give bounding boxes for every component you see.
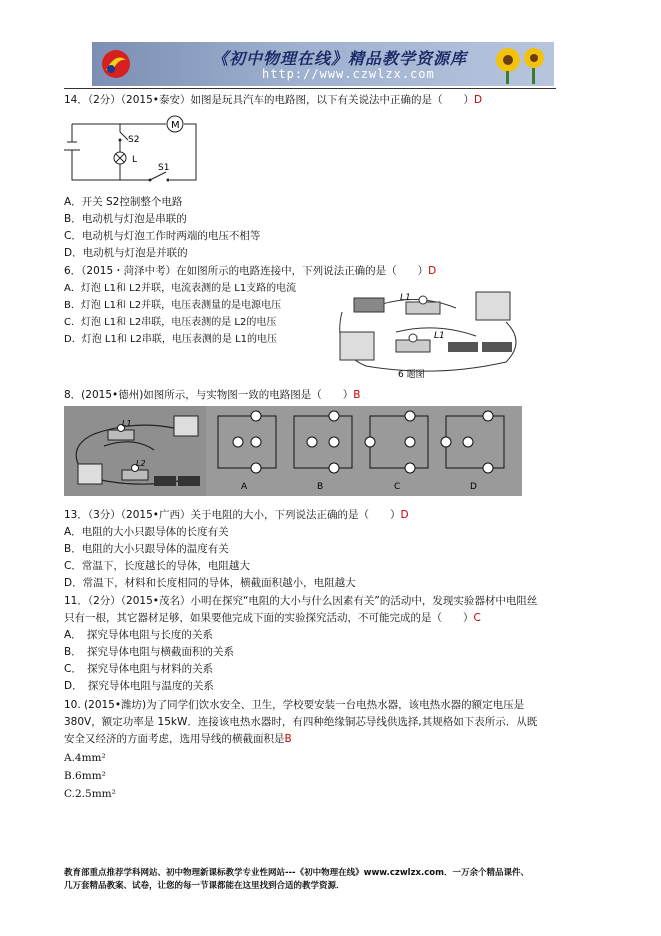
q8-photo-l1-label: L1 xyxy=(122,419,132,428)
footer-line1: 教育部重点推荐学科网站、初中物理新课标教学专业性网站---《初中物理在线》www.czwlzx.com．一万余个精品课件、 xyxy=(64,868,529,878)
q8-choice-d-label: D xyxy=(470,482,477,492)
q13-stem: 13．（3分）（2015•广西）关于电阻的大小，下列说法正确的是（ ）D xyxy=(64,509,409,521)
q8-circuit-choices xyxy=(206,406,522,496)
q6-option-b: B．灯泡 L1和 L2并联，电压表测量的是电源电压 xyxy=(64,300,282,311)
q10-option-a: A.4mm² xyxy=(64,752,106,764)
q10-stem-line3: 安全又经济的方面考虑，选用导线的横截面积是B xyxy=(64,733,292,745)
q8-choice-b-label: B xyxy=(317,482,324,492)
q14-stem: 14．（2分）（2015•泰安）如图是玩具汽车的电路图，以下有关说法中正确的是（ ）D xyxy=(64,94,483,106)
q13-option-c: C．常温下，长度越长的导体，电阻越大 xyxy=(64,560,250,572)
q14-answer: D xyxy=(473,94,483,106)
q11-option-a: A． 探究导体电阻与长度的关系 xyxy=(64,629,213,641)
q11-stem-line1: 11．（2分）（2015•茂名）小明在探究“电阻的大小与什么因素有关”的活动中，发现实验器材中电阻丝 xyxy=(64,595,538,607)
q11-option-c: C． 探究导体电阻与材料的关系 xyxy=(64,663,214,675)
q8-choice-c-label: C xyxy=(394,482,401,492)
q8-answer: B xyxy=(353,389,361,401)
q13-answer: D xyxy=(400,509,409,521)
q6-option-d: D．灯泡 L1和 L2串联，电压表测的是 L1的电压 xyxy=(64,334,278,345)
q6-apparatus-figure xyxy=(336,282,522,378)
header-banner xyxy=(92,42,554,86)
banner-url: http://www.czwlzx.com xyxy=(262,67,435,81)
q8-photo-figure xyxy=(64,406,206,496)
q13-option-d: D．常温下，材料和长度相同的导体，横截面积越小，电阻越大 xyxy=(64,577,356,589)
q14-option-b: B．电动机与灯泡是串联的 xyxy=(64,213,187,225)
header-divider xyxy=(64,88,556,89)
q6-option-c: C．灯泡 L1和 L2串联，电压表测的是 L2的电压 xyxy=(64,317,277,328)
footer-line2: 几万套精品教案、试卷，让您的每一节课都能在这里找到合适的教学资源． xyxy=(64,881,345,891)
q14-option-c: C．电动机与灯泡工作时两端的电压不相等 xyxy=(64,230,261,242)
sunflower-icon xyxy=(492,44,548,84)
q11-option-b: B． 探究导体电阻与横截面积的关系 xyxy=(64,646,234,658)
q8-stem: 8．(2015•德州)如图所示，与实物图一致的电路图是（ ）B xyxy=(64,389,361,401)
q14-option-d: D．电动机与灯泡是并联的 xyxy=(64,247,188,259)
q10-stem-line2: 380V，额定功率是 15kW．连接该电热水器时，有四种绝缘铜芯导线供选择,其规格如下表所示．从既 xyxy=(64,716,538,728)
q13-option-a: A．电阻的大小只跟导体的长度有关 xyxy=(64,526,229,538)
banner-title: 《初中物理在线》精品教学资源库 xyxy=(212,49,468,68)
q10-option-c: C.2.5mm² xyxy=(64,788,116,800)
q8-choice-a-label: A xyxy=(241,482,248,492)
site-logo-icon xyxy=(100,48,132,80)
q14-s2-label: S2 xyxy=(128,135,140,145)
q13-option-b: B．电阻的大小只跟导体的温度有关 xyxy=(64,543,229,555)
q14-motor-label: M xyxy=(171,120,180,131)
q6-answer: D xyxy=(428,265,437,277)
q11-option-d: D． 探究导体电阻与温度的关系 xyxy=(64,680,214,692)
q6-l1-label: L1 xyxy=(400,293,411,303)
q10-option-b: B.6mm² xyxy=(64,770,106,782)
q6-figure-caption: 6 题图 xyxy=(398,370,425,378)
q10-answer: B xyxy=(284,733,292,745)
q14-option-a: A．开关 S2控制整个电路 xyxy=(64,196,183,208)
q6-option-a: A．灯泡 L1和 L2并联，电流表测的是 L1支路的电流 xyxy=(64,283,297,294)
q11-stem-line2: 只有一根，其它器材足够，如果要他完成下面的实验探究活动，不可能完成的是（ ）C xyxy=(64,612,481,624)
q8-photo-l2-label: L2 xyxy=(136,459,146,468)
q14-circuit-diagram xyxy=(62,110,202,190)
q14-s1-label: S1 xyxy=(158,163,170,173)
q6-stem: 6．（2015・菏泽中考）在如图所示的电路连接中，下列说法正确的是（ ）D xyxy=(64,265,437,277)
q10-stem-line1: 10. (2015•潍坊)为了同学们饮水安全、卫生，学校要安装一台电热水器，该电热水器的额定电压是 xyxy=(64,699,525,711)
q11-answer: C xyxy=(473,612,481,624)
q14-lamp-label: L xyxy=(132,155,138,165)
q6-l2-label: L1 xyxy=(434,331,445,341)
